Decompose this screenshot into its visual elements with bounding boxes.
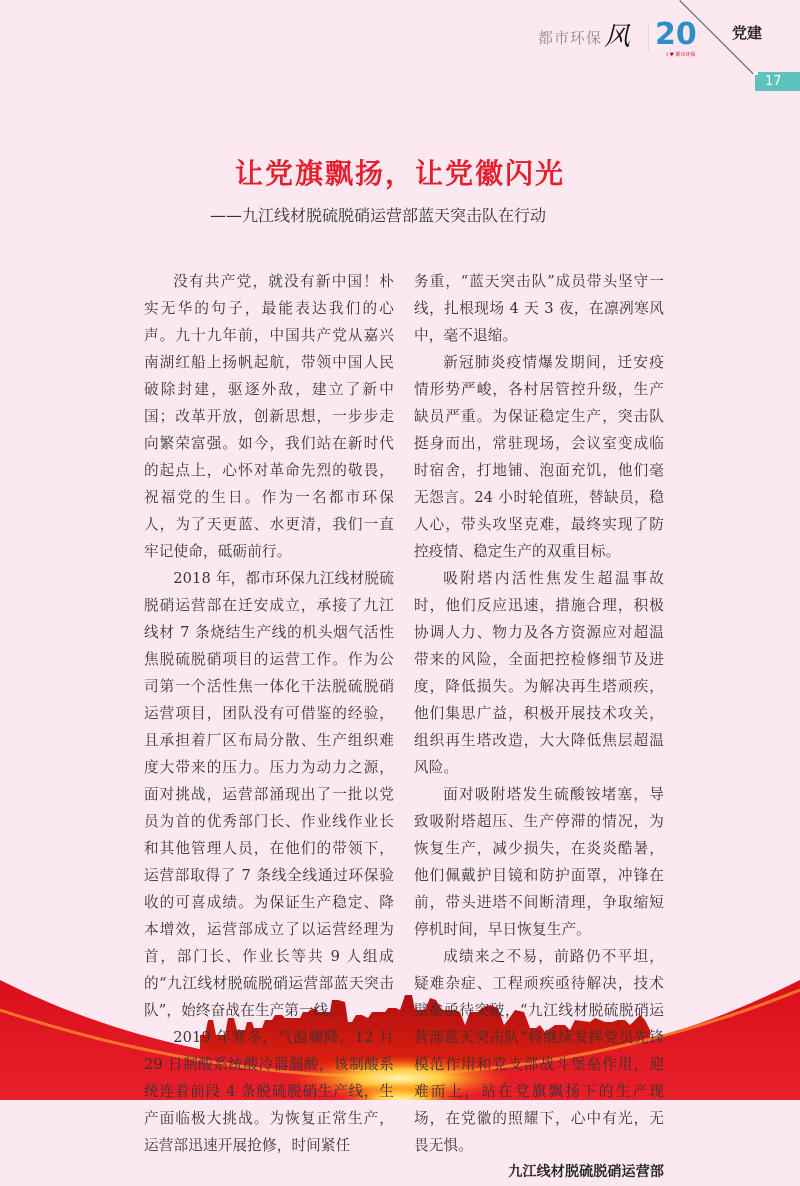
paragraph: 新冠肺炎疫情爆发期间，迁安疫情形势严峻，各村居管控升级，生产缺员严重。为保证稳定生产，突击队挺身而出，常驻现场，会议室变成临时宿舍，打地铺、泡面充饥，他们毫无怨言。24 小时轮值班，替缺员，稳人心，带头攻坚克难，最终实现了防控疫情、稳定生产的双重目标。 [414, 354, 664, 560]
article-title: 让党旗飘扬，让党徽闪光 [234, 157, 565, 190]
paragraph-continuation: 务重，“蓝天突击队”成员带头坚守一线，扎根现场 4 天 3 夜，在凛冽寒风中，毫不退缩。 [414, 273, 664, 344]
anniversary-number: 20 [655, 17, 697, 52]
logo-divider [648, 22, 649, 52]
right-column [414, 268, 664, 1186]
paragraph: 2018 年，都市环保九江线材脱硫脱硝运营部在迁安成立，承接了九江线材 7 条烧结生产线的机头烟气活性焦脱硫脱硝项目的运营工作。作为公司第一个活性焦一体化干法脱硫脱硝运营项目，团队没有可借鉴的经验，且承担着厂区布局分散、生产组织难度大带来的压力。压力为动力之源，面对挑战，运营部涌现出了一批以党员为首的优秀部门长、作业线作业长和其他管理人员，在他们的带领下，运营部取得了 7 条线全线通过环保验收的可喜成绩。为保证生产稳定、降本增效，运营部成立了以运营经理为首，部门长、作业长等共 9 人组成的“九江线材脱硫脱硝运营部蓝天突击队”，始终奋战在生产第一线。 [144, 570, 394, 1019]
left-column [144, 268, 394, 1159]
paragraph: 成绩来之不易，前路仍不平坦，疑难杂症、工程顽疾亟待解决，技术壁垒亟待突破，“九江线材脱硫脱硝运营部蓝天突击队”将继续发挥党员先锋模范作用和党支部战斗堡垒作用，迎难而上，站在党旗飘扬下的生产现场，在党徽的照耀下，心中有光，无畏无惧。 [414, 948, 664, 1154]
paragraph: 2019 年寒冬，气温骤降，12 月 29 日制酸系统酸冷器漏酸，该制酸系统连着前段 4 条脱硫脱硝生产线，生产面临极大挑战。为恢复正常生产，运营部迅速开展抢修，时间紧任 [144, 1029, 394, 1154]
brand-calligraphy-logo: 风 [604, 22, 631, 52]
article-signature: 九江线材脱硫脱硝运营部 [508, 1164, 664, 1180]
article-subtitle: ——九江线材脱硫脱硝运营部蓝天突击队在行动 [210, 206, 547, 225]
page-number: 17 [755, 72, 800, 91]
paragraph: 没有共产党，就没有新中国！朴实无华的句子，最能表达我们的心声。九十九年前，中国共产党从嘉兴南湖红船上扬帆起航，带领中国人民破除封建，驱逐外敌，建立了新中国；改革开放，创新思想，一步步走向繁荣富强。如今，我们站在新时代的起点上，心怀对革命先烈的敬畏，祝福党的生日。作为一名都市环保人，为了天更蓝、水更清，我们一直牢记使命，砥砺前行。 [144, 273, 394, 560]
red-banner-skyline-decoration [0, 950, 800, 1100]
anniversary-tagline: I ♥ 都市环保 [666, 52, 696, 58]
paragraph: 面对吸附塔发生硫酸铵堵塞，导致吸附塔超压、生产停滞的情况，为恢复生产，减少损失，在炎炎酷暑，他们佩戴护目镜和防护面罩，冲锋在前，带头进塔不间断清理，争取缩短停机时间，早日恢复生产。 [414, 786, 664, 938]
paragraph: 吸附塔内活性焦发生超温事故时，他们反应迅速，措施合理，积极协调人力、物力及各方资源应对超温带来的风险，全面把控检修细节及进度，降低损失。为解决再生塔顽疾，他们集思广益，积极开展技术攻关，组织再生塔改造，大大降低焦层超温风险。 [414, 570, 664, 776]
section-label: 党建 [732, 24, 763, 42]
anniversary-logo [655, 17, 707, 58]
brand-logo-text: 都市环保 [538, 29, 603, 47]
